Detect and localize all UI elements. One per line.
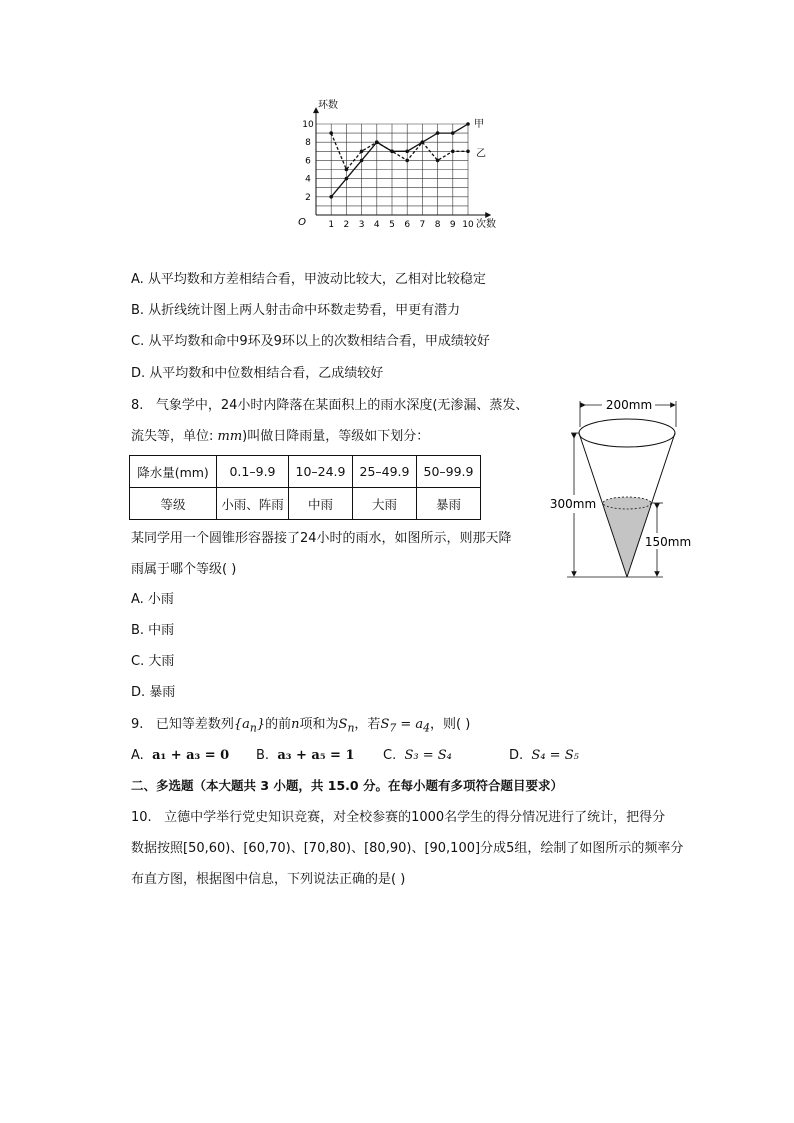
table-cell: 0.1–9.9 xyxy=(217,456,289,488)
table-cell: 等级 xyxy=(130,488,217,520)
x-axis-label: 次数 xyxy=(476,219,496,230)
q10-line2: 数据按照[50,60)、[60,70)、[70,80)、[80,90)、[90,100]分成5组，绘制了如图所示的频率分 xyxy=(131,841,684,856)
table-cell: 中雨 xyxy=(289,488,353,520)
y-tick-label: 6 xyxy=(305,156,311,167)
q9-n: n xyxy=(291,717,300,732)
rainfall-table xyxy=(129,455,481,520)
q9-text-e: ，则( ) xyxy=(430,717,471,732)
q9-seq-end: } xyxy=(256,717,266,732)
q8-line1 xyxy=(131,397,528,415)
table-row xyxy=(130,488,481,520)
q9-cond-sub2: 4 xyxy=(423,721,431,735)
data-point xyxy=(451,150,455,154)
data-point xyxy=(329,195,333,199)
q9-S-sub: n xyxy=(347,721,355,735)
data-point xyxy=(405,159,409,163)
cone-diagram xyxy=(545,395,705,585)
q9-a-expr: a₁ + a₃ = 0 xyxy=(152,748,230,763)
q9-text-b: 的前 xyxy=(265,717,292,732)
y-tick-label: 4 xyxy=(305,174,311,185)
q9-seq-sub: n xyxy=(249,721,257,735)
x-tick-label: 2 xyxy=(343,220,350,230)
table-cell: 50–99.9 xyxy=(417,456,481,488)
q9-sn xyxy=(338,717,355,735)
y-tick-label: 8 xyxy=(305,138,311,149)
q9-number: 9. xyxy=(131,717,144,732)
q8-text2a: 流失等，单位: xyxy=(131,429,218,444)
data-point xyxy=(466,122,470,126)
table-cell: 10–24.9 xyxy=(289,456,353,488)
table-cell: 大雨 xyxy=(353,488,417,520)
q10-number: 10. xyxy=(131,810,152,825)
q10-line1 xyxy=(131,809,665,827)
q7-option-d: D. 从平均数和中位数相结合看，乙成绩较好 xyxy=(131,366,384,381)
x-tick-label: 7 xyxy=(419,220,426,230)
q8-unit: mm xyxy=(217,429,243,444)
data-point xyxy=(421,140,425,144)
x-axis-arrow xyxy=(485,212,491,218)
x-tick-label: 3 xyxy=(358,220,365,230)
q8-line3: 某同学用一个圆锥形容器接了24小时的雨水，如图所示，则那天降 xyxy=(131,531,512,546)
q9-option-d xyxy=(509,747,579,765)
q9-seq xyxy=(233,717,266,735)
series-yi-label: 乙 xyxy=(476,148,486,160)
x-tick-label: 6 xyxy=(404,220,411,230)
q9-option-c xyxy=(383,747,452,765)
q9-cond-sub: 7 xyxy=(389,721,397,735)
q8-option-c: C. 大雨 xyxy=(131,654,175,669)
q9-b-label: B. xyxy=(256,748,270,763)
cone-water-label: 150mm xyxy=(644,535,692,549)
data-point xyxy=(436,131,440,135)
q9-b-expr: a₃ + a₅ = 1 xyxy=(277,748,355,763)
table-row xyxy=(130,456,481,488)
x-tick-label: 5 xyxy=(389,220,395,230)
data-point xyxy=(436,159,440,163)
x-tick-label: 1 xyxy=(328,220,335,230)
x-tick-label: 8 xyxy=(434,220,441,230)
data-point xyxy=(466,150,470,154)
q9-S: S xyxy=(338,717,348,732)
q9-text: 已知等差数列 xyxy=(155,717,234,732)
q8-line4: 雨属于哪个等级( ) xyxy=(131,562,237,577)
q9-seq-a: {a xyxy=(233,717,250,732)
section-heading: 二、多选题（本大题共 3 小题，共 15.0 分。在每小题有多项符合题目要求） xyxy=(131,778,563,793)
data-point xyxy=(345,177,349,181)
data-point xyxy=(345,168,349,172)
table-cell: 25–49.9 xyxy=(353,456,417,488)
q8-option-d: D. 暴雨 xyxy=(131,685,176,700)
data-point xyxy=(405,150,409,154)
series-jia-label: 甲 xyxy=(474,119,484,130)
chart-grid xyxy=(316,124,468,215)
q8-line2 xyxy=(131,428,429,446)
table-cell: 暴雨 xyxy=(417,488,481,520)
data-point xyxy=(329,131,333,135)
q7-option-b: B. 从折线统计图上两人射击命中环数走势看，甲更有潜力 xyxy=(131,303,461,318)
table-cell: 小雨、阵雨 xyxy=(217,488,289,520)
x-tick-label: 10 xyxy=(462,220,474,230)
q7-option-c: C. 从平均数和命中9环及9环以上的次数相结合看，甲成绩较好 xyxy=(131,334,490,349)
data-point xyxy=(375,140,379,144)
q8-number: 8. xyxy=(131,398,144,413)
q10-text1: 立德中学举行党史知识竞赛，对全校参赛的1000名学生的得分情况进行了统计，把得分 xyxy=(164,810,666,825)
shooting-line-chart xyxy=(290,96,510,236)
y-tick-label: 2 xyxy=(305,192,311,203)
q9-option-a xyxy=(131,747,229,765)
data-point xyxy=(390,150,394,154)
x-tick-label: 9 xyxy=(449,220,456,230)
q9-stem xyxy=(131,716,470,738)
q8-option-b: B. 中雨 xyxy=(131,623,175,638)
q9-d-expr: S₄ = S₅ xyxy=(531,748,579,763)
y-axis-label: 环数 xyxy=(318,100,338,111)
cone-height-label: 300mm xyxy=(549,497,597,511)
table-cell: 降水量(mm) xyxy=(130,456,217,488)
origin-label: O xyxy=(298,217,306,228)
q9-text-c: 项和为 xyxy=(299,717,339,732)
q9-c-label: C. xyxy=(383,748,397,763)
q8-option-a: A. 小雨 xyxy=(131,592,174,607)
y-tick-label: 10 xyxy=(302,120,314,130)
q8-text2b: )叫做日降雨量，等级如下划分： xyxy=(242,429,430,444)
q8-text1: 气象学中，24小时内降落在某面积上的雨水深度(无渗漏、蒸发、 xyxy=(155,398,529,413)
data-point xyxy=(360,150,364,154)
q9-cond-S: S xyxy=(380,717,390,732)
data-point xyxy=(360,159,364,163)
q9-cond xyxy=(380,717,431,735)
x-tick-label: 4 xyxy=(373,220,380,230)
q9-a-label: A. xyxy=(131,748,144,763)
q9-d-label: D. xyxy=(509,748,524,763)
q9-text-d: ，若 xyxy=(354,717,381,732)
data-point xyxy=(451,131,455,135)
cone-top-label: 200mm xyxy=(605,398,653,412)
q7-option-a: A. 从平均数和方差相结合看，甲波动比较大，乙相对比较稳定 xyxy=(131,272,486,287)
chart-labels xyxy=(298,98,496,230)
q9-cond-mid: = a xyxy=(396,717,424,732)
q9-c-expr: S₃ = S₄ xyxy=(404,748,452,763)
q10-line3: 布直方图，根据图中信息，下列说法正确的是( ) xyxy=(131,872,406,887)
q9-option-b xyxy=(256,747,355,765)
